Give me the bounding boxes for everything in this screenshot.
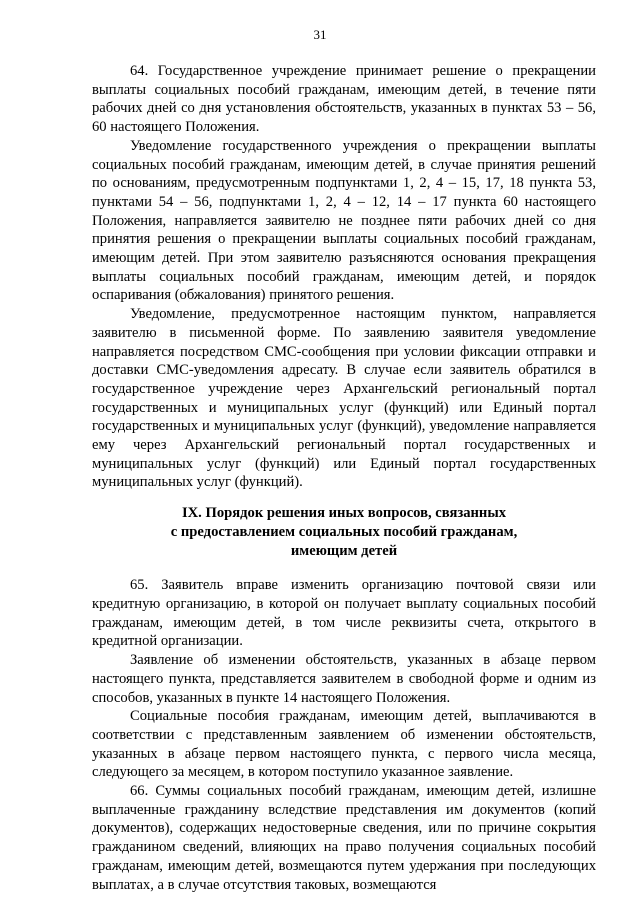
paragraph-notification: Уведомление государственного учреждения о прекращении выплаты социальных пособий гражданам, имеющим детей, в случае принятия решений по основаниям, предусмотренным подпунктами 1, 2, 4 – 15, 17, 18 пункта 53, пунктами 54 – 56, подпунктами 1, 2, 4 – 12, 14 – 17 пункта 60 настоящего Положения, направляется заявителю не позднее пяти рабочих дней со дня принятия решения о прекращении выплаты социальных пособий гражданам, имеющим детей. При этом заявителю разъясняются основания прекращения выплаты социальных пособий гражданам, имеющим детей, и порядок оспаривания (обжалования) принятого решения. — [92, 137, 596, 304]
document-body — [92, 62, 596, 894]
page-number: 31 — [313, 27, 327, 42]
section-heading-line-2: с предоставлением социальных пособий гражданам, — [170, 523, 518, 540]
paragraph-65: 65. Заявитель вправе изменить организацию почтовой связи или кредитную организацию, в которой он получает выплату социальных пособий гражданам, имеющим детей, в том числе реквизиты счета, открытого в кредитной организации. — [92, 577, 596, 650]
paragraph-66: 66. Суммы социальных пособий гражданам, имеющим детей, излишне выплаченные гражданину вследствие представления им документов (копий документов), содержащих недостоверные сведения, или по причине сокрытия гражданином сведений, влияющих на право получения социальных пособий гражданам, имеющим детей, возмещаются путем удержания при последующих выплатах, а в случае отсутствия таковых, возмещаются — [92, 783, 596, 893]
paragraph-notification-form: Уведомление, предусмотренное настоящим пунктом, направляется заявителю в письменной форме. По заявлению заявителя уведомление направляется посредством СМС-сообщения при условии фиксации отправки и доставки СМС-уведомления адресату. В случае если заявитель обратился в государственное учреждение через Архангельский региональный портал государственных и муниципальных услуг (функций) или Единый портал государственных и муниципальных услуг (функций), уведомление направляется ему через Архангельский региональный портал государственных и муниципальных услуг (функций) или Единый портал государственных муниципальных услуг (функций). — [92, 306, 596, 491]
paragraph-change-statement: Заявление об изменении обстоятельств, указанных в абзаце первом настоящего пункта, представляется заявителем в свободной форме и одним из способов, указанных в пункте 14 настоящего Положения. — [92, 652, 596, 706]
section-heading-line-1: IX. Порядок решения иных вопросов, связанных — [181, 505, 507, 522]
section-heading-line-3: имеющим детей — [290, 542, 398, 559]
section-heading — [92, 504, 596, 560]
paragraph-payment-schedule: Социальные пособия гражданам, имеющим детей, выплачиваются в соответствии с представленным заявлением об изменении обстоятельств, указанных в абзаце первом настоящего пункта, с первого числа месяца, следующего за месяцем, в котором поступило указанное заявление. — [92, 708, 596, 781]
paragraph-64: 64. Государственное учреждение принимает решение о прекращении выплаты социальных пособий гражданам, имеющим детей, в течение пяти рабочих дней со дня установления обстоятельств, указанных в пунктах 53 – 56, 60 настоящего Положения. — [92, 63, 596, 136]
